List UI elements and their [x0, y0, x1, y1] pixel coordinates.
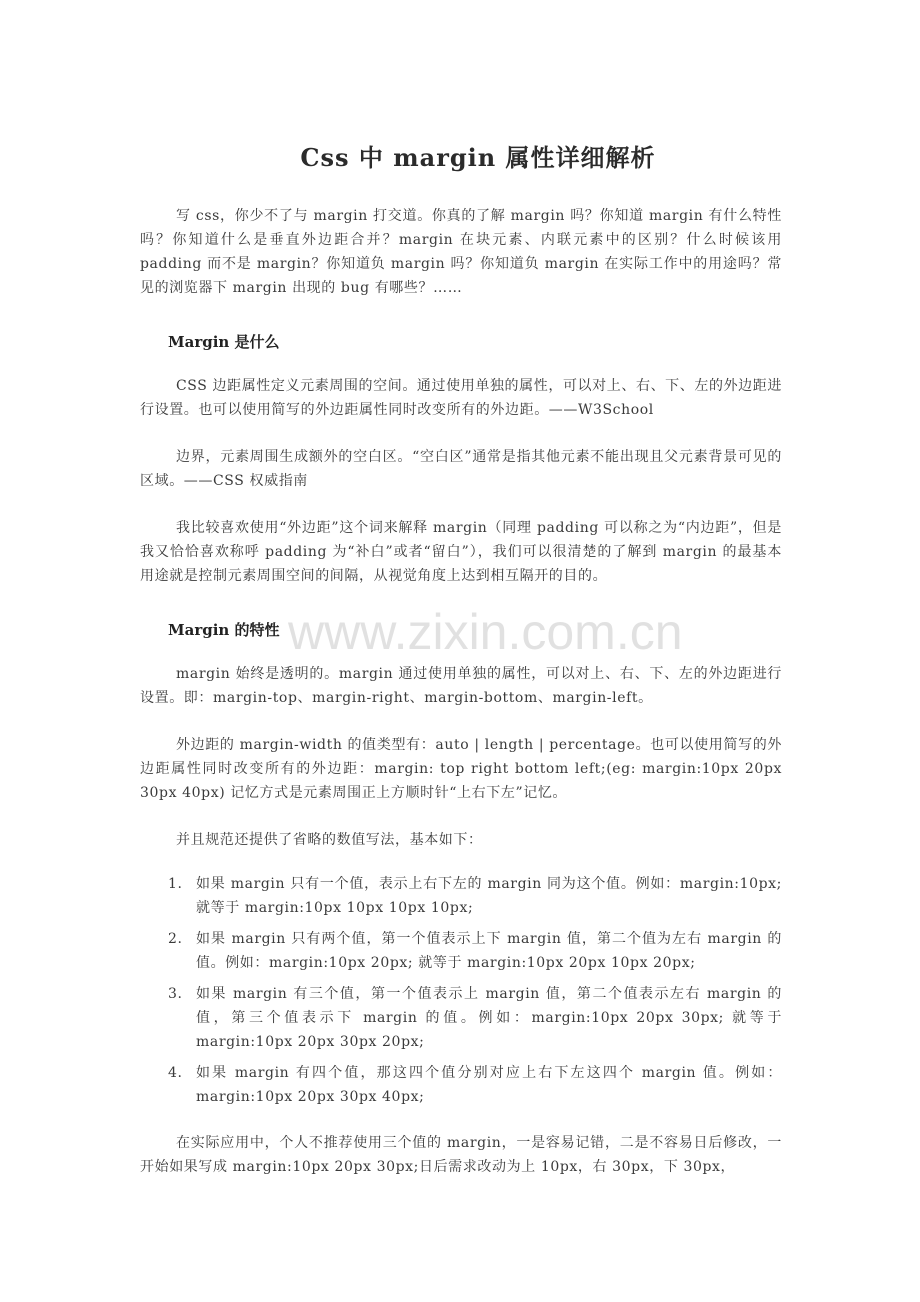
- list-item: [168, 1061, 782, 1109]
- practice-advice-paragraph: 在实际应用中，个人不推荐使用三个值的 margin，一是容易记错，二是不容易日后修改，一开始如果写成 margin:10px 20px 30px;日后需求改动为上 10px，右 30px，下 30px，: [140, 1135, 782, 1175]
- document-body: [140, 140, 782, 1202]
- list-item: [168, 982, 782, 1054]
- list-item-number: 3.: [168, 986, 183, 1002]
- list-item: [168, 927, 782, 975]
- list-item-text: 如果 margin 只有两个值，第一个值表示上下 margin 值，第二个值为左右 margin 的值。例如：margin:10px 20px; 就等于 margin:10px 20px 10px 20px;: [196, 931, 782, 971]
- css-guide-definition-paragraph: 边界，元素周围生成额外的空白区。“空白区”通常是指其他元素不能出现且父元素背景可见的区域。——CSS 权威指南: [140, 449, 782, 489]
- list-item: [168, 872, 782, 920]
- list-item-number: 2.: [168, 931, 183, 947]
- margin-width-values-paragraph: 外边距的 margin-width 的值类型有：auto | length | percentage。也可以使用简写的外边距属性同时改变所有的外边距：margin: top right bottom left;(eg: margin:10px 20px 30px 40px) 记忆方式是元素周围正上方顺时针“上右下左”记忆。: [140, 737, 782, 801]
- w3school-definition-paragraph: CSS 边距属性定义元素周围的空间。通过使用单独的属性，可以对上、右、下、左的外边距进行设置。也可以使用简写的外边距属性同时改变所有的外边距。——W3School: [140, 378, 782, 418]
- transparent-margin-paragraph: margin 始终是透明的。margin 通过使用单独的属性，可以对上、右、下、左的外边距进行设置。即：margin-top、margin-right、margin-bottom、margin-left。: [140, 666, 782, 706]
- shorthand-rules-list: [140, 872, 782, 1109]
- page-title: Css 中 margin 属性详细解析: [300, 143, 656, 172]
- list-item-text: 如果 margin 有三个值，第一个值表示上 margin 值，第二个值表示左右 margin 的值，第三个值表示下 margin 的值。例如：margin:10px 20px 30px; 就等于 margin:10px 20px 30px 20px;: [196, 986, 782, 1050]
- section-heading-margin-features: Margin 的特性: [168, 621, 280, 639]
- list-item-text: 如果 margin 有四个值，那这四个值分别对应上右下左这四个 margin 值。例如：margin:10px 20px 30px 40px;: [196, 1065, 782, 1105]
- list-item-number: 1.: [168, 876, 183, 892]
- list-item-text: 如果 margin 只有一个值，表示上右下左的 margin 同为这个值。例如：margin:10px; 就等于 margin:10px 10px 10px 10px;: [196, 876, 782, 916]
- intro-paragraph: 写 css，你少不了与 margin 打交道。你真的了解 margin 吗？你知道 margin 有什么特性吗？你知道什么是垂直外边距合并？margin 在块元素、内联元素中的区别？什么时候该用 padding 而不是 margin？你知道负 margin 吗？你知道负 margin 在实际工作中的用途吗？常见的浏览器下 margin 出现的 bug 有哪些？……: [140, 208, 782, 296]
- site-watermark: www.zixin.com.cn: [288, 604, 683, 660]
- list-item-number: 4.: [168, 1065, 183, 1081]
- author-explanation-paragraph: 我比较喜欢使用“外边距”这个词来解释 margin（同理 padding 可以称之为“内边距”，但是我又恰恰喜欢称呼 padding 为“补白”或者“留白”），我们可以很清楚的了解到 margin 的最基本用途就是控制元素周围空间的间隔，从视觉角度上达到相互隔开的目的。: [140, 520, 782, 584]
- shorthand-intro-paragraph: 并且规范还提供了省略的数值写法，基本如下：: [176, 832, 483, 848]
- section-heading-what-is-margin: Margin 是什么: [168, 333, 280, 351]
